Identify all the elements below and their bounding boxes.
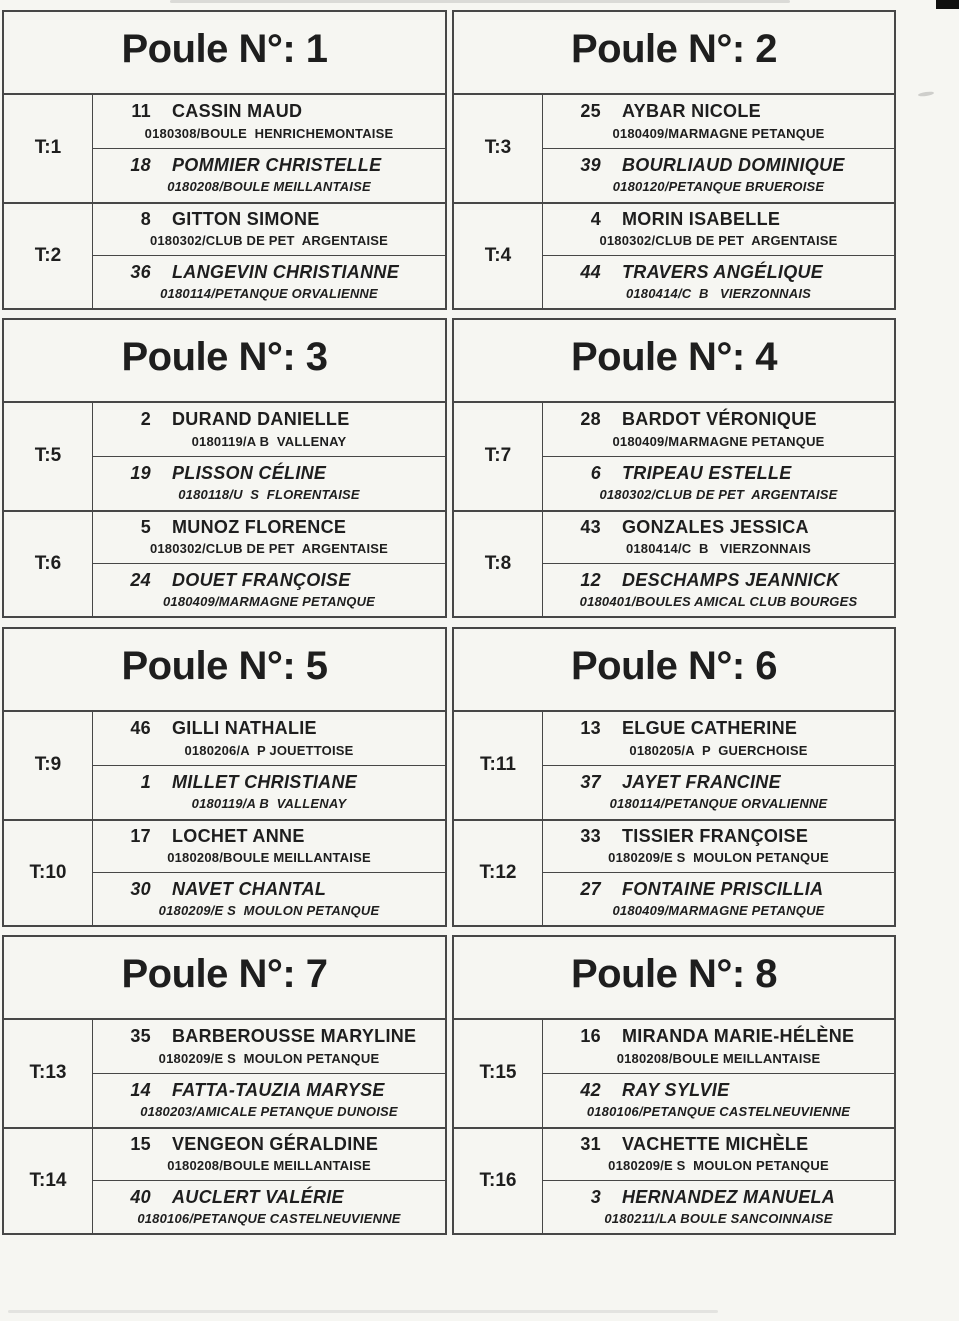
- player-club: 0180118/U S FLORENTAISE: [178, 487, 360, 503]
- pool-table-4: [452, 318, 896, 618]
- terrain-label-t10: T:10: [4, 819, 93, 926]
- pool-table-7: [2, 935, 447, 1235]
- player-row: [543, 148, 894, 201]
- player-row: [543, 456, 894, 509]
- player-club: 0180120/PETANQUE BRUEROISE: [612, 179, 825, 195]
- player-row: [93, 1180, 445, 1233]
- terrain-label-t13: T:13: [4, 1020, 93, 1127]
- player-club: 0180211/LA BOULE SANCOINNAISE: [604, 1210, 833, 1226]
- player-number: 42: [580, 1080, 601, 1101]
- player-club: 0180114/PETANQUE ORVALIENNE: [160, 285, 378, 301]
- player-number: 14: [130, 1080, 151, 1101]
- pool-table-2: [452, 10, 896, 310]
- player-club: 0180208/BOULE MEILLANTAISE: [167, 1158, 371, 1173]
- pool-table-5: [2, 627, 447, 927]
- player-number: 5: [140, 517, 151, 538]
- player-club: 0180302/CLUB DE PET ARGENTAISE: [149, 233, 389, 248]
- player-number: 39: [580, 155, 601, 176]
- player-club: 0180414/C B VIERZONNAIS: [625, 541, 812, 556]
- player-name: JAYET FRANCINE: [622, 772, 781, 793]
- player-name: MILLET CHRISTIANE: [172, 772, 358, 793]
- pool-table-6: [452, 627, 896, 927]
- player-name: GILLI NATHALIE: [172, 718, 317, 739]
- player-name: LANGEVIN CHRISTIANNE: [172, 261, 400, 282]
- player-number: 46: [130, 718, 151, 739]
- player-name: DURAND DANIELLE: [172, 409, 350, 430]
- player-name: ELGUE CATHERINE: [622, 718, 798, 739]
- player-row: [543, 510, 894, 563]
- player-club: 0180209/E S MOULON PETANQUE: [608, 850, 829, 865]
- player-number: 30: [130, 878, 151, 899]
- player-row: [543, 765, 894, 818]
- player-club: 0180114/PETANQUE ORVALIENNE: [609, 796, 828, 812]
- pool-7-title: Poule N°: 7: [4, 937, 445, 1020]
- player-name: GONZALES JESSICA: [622, 517, 809, 538]
- player-row: [93, 403, 445, 456]
- player-name: AYBAR NICOLE: [622, 101, 761, 122]
- player-row: [93, 872, 445, 925]
- scan-artifact-corner-mark: [936, 0, 959, 9]
- player-name: CASSIN MAUD: [172, 101, 303, 122]
- player-number: 19: [130, 463, 151, 484]
- player-row: [543, 202, 894, 255]
- player-number: 18: [130, 155, 151, 176]
- player-number: 8: [140, 209, 151, 230]
- player-name: DESCHAMPS JEANNICK: [622, 569, 840, 590]
- player-row: [93, 202, 445, 255]
- player-number: 3: [590, 1186, 601, 1207]
- player-row: [543, 1020, 894, 1073]
- player-row: [543, 95, 894, 148]
- player-row: [93, 1020, 445, 1073]
- player-row: [93, 255, 445, 308]
- player-row: [93, 95, 445, 148]
- player-row: [543, 819, 894, 872]
- player-club: 0180206/A P JOUETTOISE: [184, 742, 354, 758]
- player-number: 4: [590, 209, 601, 230]
- player-row: [93, 563, 445, 616]
- player-number: 25: [580, 101, 601, 122]
- player-number: 43: [580, 517, 601, 538]
- player-name: HERNANDEZ MANUELA: [622, 1186, 836, 1207]
- terrain-label-t2: T:2: [4, 202, 93, 309]
- player-name: LOCHET ANNE: [172, 826, 305, 847]
- terrain-label-t8: T:8: [454, 510, 543, 617]
- player-row: [543, 1073, 894, 1126]
- player-name: BOURLIAUD DOMINIQUE: [622, 155, 845, 176]
- player-name: MORIN ISABELLE: [622, 209, 781, 230]
- terrain-label-t4: T:4: [454, 202, 543, 309]
- terrain-label-t12: T:12: [454, 819, 543, 926]
- terrain-label-t16: T:16: [454, 1127, 543, 1234]
- player-name: POMMIER CHRISTELLE: [172, 155, 382, 176]
- player-club: 0180203/AMICALE PETANQUE DUNOISE: [140, 1104, 398, 1120]
- player-name: TRAVERS ANGÉLIQUE: [622, 261, 824, 282]
- player-row: [93, 1073, 445, 1126]
- pool-8-title: Poule N°: 8: [454, 937, 894, 1020]
- player-name: TISSIER FRANÇOISE: [622, 826, 809, 847]
- terrain-label-t3: T:3: [454, 95, 543, 202]
- player-club: 0180209/E S MOULON PETANQUE: [158, 1050, 380, 1066]
- player-name: AUCLERT VALÉRIE: [172, 1186, 344, 1207]
- player-name: MIRANDA MARIE-HÉLÈNE: [622, 1026, 855, 1047]
- player-number: 44: [580, 261, 601, 282]
- player-name: NAVET CHANTAL: [172, 878, 327, 899]
- player-name: FATTA-TAUZIA MARYSE: [172, 1080, 385, 1101]
- player-club: 0180119/A B VALLENAY: [191, 433, 347, 449]
- player-row: [543, 872, 894, 925]
- scan-artifact-smudge: [918, 91, 934, 97]
- player-name: PLISSON CÉLINE: [172, 463, 327, 484]
- player-number: 16: [580, 1026, 601, 1047]
- player-row: [93, 765, 445, 818]
- player-row: [93, 1127, 445, 1180]
- player-club: 0180401/BOULES AMICAL CLUB BOURGES: [579, 593, 858, 609]
- terrain-label-t11: T:11: [454, 712, 543, 819]
- terrain-label-t5: T:5: [4, 403, 93, 510]
- player-number: 27: [580, 878, 601, 899]
- player-number: 17: [130, 826, 151, 847]
- terrain-label-t14: T:14: [4, 1127, 93, 1234]
- player-row: [543, 1127, 894, 1180]
- pool-3-title: Poule N°: 3: [4, 320, 445, 403]
- player-club: 0180302/CLUB DE PET ARGENTAISE: [599, 233, 838, 248]
- terrain-label-t7: T:7: [454, 403, 543, 510]
- player-name: VENGEON GÉRALDINE: [172, 1134, 379, 1155]
- player-row: [543, 712, 894, 765]
- pool-table-8: [452, 935, 896, 1235]
- pool-4-title: Poule N°: 4: [454, 320, 894, 403]
- pool-5-title: Poule N°: 5: [4, 629, 445, 712]
- player-club: 0180205/A P GUERCHOISE: [629, 742, 808, 758]
- player-club: 0180302/CLUB DE PET ARGENTAISE: [599, 487, 838, 503]
- player-number: 35: [130, 1026, 151, 1047]
- player-number: 24: [130, 569, 151, 590]
- pool-table-1: [2, 10, 447, 310]
- player-number: 6: [590, 463, 601, 484]
- scan-artifact-bottom-streak: [8, 1310, 718, 1313]
- player-name: MUNOZ FLORENCE: [172, 517, 347, 538]
- player-club: 0180409/MARMAGNE PETANQUE: [612, 902, 825, 918]
- player-number: 33: [580, 826, 601, 847]
- player-row: [93, 712, 445, 765]
- player-name: GITTON SIMONE: [172, 209, 320, 230]
- player-club: 0180302/CLUB DE PET ARGENTAISE: [149, 541, 389, 556]
- player-number: 11: [131, 101, 151, 122]
- player-club: 0180409/MARMAGNE PETANQUE: [612, 433, 825, 449]
- player-row: [543, 563, 894, 616]
- player-row: [93, 148, 445, 201]
- player-club: 0180119/A B VALLENAY: [191, 796, 347, 812]
- player-club: 0180208/BOULE MEILLANTAISE: [167, 179, 371, 195]
- pool-6-title: Poule N°: 6: [454, 629, 894, 712]
- player-name: VACHETTE MICHÈLE: [622, 1134, 809, 1155]
- player-name: RAY SYLVIE: [622, 1080, 730, 1101]
- player-club: 0180409/MARMAGNE PETANQUE: [162, 593, 376, 609]
- player-number: 28: [580, 409, 601, 430]
- player-row: [543, 1180, 894, 1233]
- pool-table-3: [2, 318, 447, 618]
- player-club: 0180106/PETANQUE CASTELNEUVIENNE: [137, 1210, 401, 1226]
- player-club: 0180409/MARMAGNE PETANQUE: [612, 125, 825, 141]
- player-club: 0180209/E S MOULON PETANQUE: [608, 1158, 829, 1173]
- player-club: 0180208/BOULE MEILLANTAISE: [616, 1050, 821, 1066]
- player-club: 0180308/BOULE HENRICHEMONTAISE: [144, 125, 394, 141]
- player-row: [543, 255, 894, 308]
- player-row: [93, 510, 445, 563]
- player-number: 1: [140, 772, 151, 793]
- terrain-label-t15: T:15: [454, 1020, 543, 1127]
- player-number: 36: [130, 261, 151, 282]
- player-club: 0180208/BOULE MEILLANTAISE: [167, 850, 371, 865]
- player-name: BARDOT VÉRONIQUE: [622, 409, 817, 430]
- terrain-label-t9: T:9: [4, 712, 93, 819]
- player-club: 0180414/C B VIERZONNAIS: [625, 285, 812, 301]
- player-row: [93, 456, 445, 509]
- terrain-label-t6: T:6: [4, 510, 93, 617]
- pool-2-title: Poule N°: 2: [454, 12, 894, 95]
- player-number: 13: [580, 718, 601, 739]
- player-name: TRIPEAU ESTELLE: [622, 463, 792, 484]
- player-name: DOUET FRANÇOISE: [172, 569, 351, 590]
- pool-1-title: Poule N°: 1: [4, 12, 445, 95]
- player-number: 40: [130, 1186, 151, 1207]
- player-number: 37: [580, 772, 601, 793]
- player-number: 31: [580, 1134, 601, 1155]
- player-row: [93, 819, 445, 872]
- terrain-label-t1: T:1: [4, 95, 93, 202]
- player-row: [543, 403, 894, 456]
- player-club: 0180106/PETANQUE CASTELNEUVIENNE: [586, 1104, 851, 1120]
- player-number: 15: [130, 1134, 151, 1155]
- scan-artifact-top-streak: [170, 0, 790, 3]
- player-club: 0180209/E S MOULON PETANQUE: [158, 902, 380, 918]
- player-number: 12: [580, 569, 601, 590]
- player-name: FONTAINE PRISCILLIA: [622, 878, 824, 899]
- player-name: BARBEROUSSE MARYLINE: [172, 1026, 417, 1047]
- player-number: 2: [140, 409, 151, 430]
